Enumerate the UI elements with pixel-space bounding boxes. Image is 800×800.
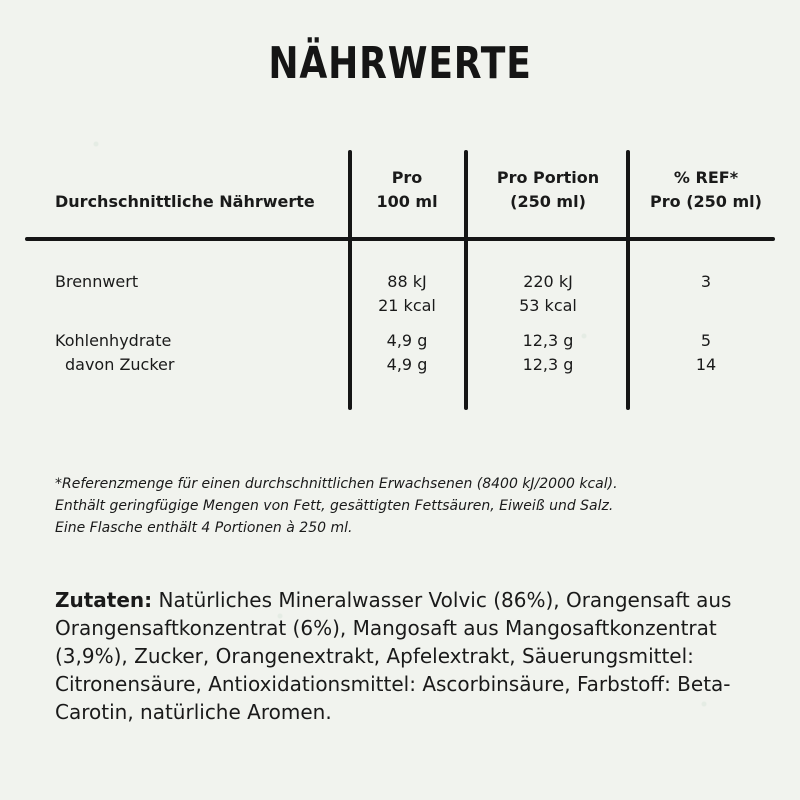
header-label: Durchschnittliche Nährwerte — [55, 192, 315, 211]
energy-kj-100ml: 88 kJ — [387, 272, 427, 291]
header-ref-percent: % REF* Pro (250 ml) — [650, 168, 762, 211]
energy-kcal-portion: 53 kcal — [519, 296, 577, 315]
row-label-carbs: Kohlenhydrate — [55, 331, 172, 350]
energy-kj-portion: 220 kJ — [523, 272, 573, 291]
footnote-reference: *Referenzmenge für einen durchschnittlichen Erwachsenen (8400 kJ/2000 kcal). — [55, 476, 618, 492]
row-label-sugar: davon Zucker — [65, 355, 175, 374]
energy-ref: 3 — [700, 272, 712, 291]
energy-kcal-100ml: 21 kcal — [378, 296, 436, 315]
ingredients-text: Natürliches Mineralwasser Volvic (86%), Orangensaft aus Orangensaftkonzentrat (6%), Mangosaft aus Mangosaftkonzentrat (3,9%), Zucker, Orangenextrakt, Apfelextrakt, Säuerungsmittel: Citronensäure, Antioxidationsmittel: Ascorbinsäure, Farbstoff: Beta-Carotin, natürliche Aromen. — [55, 588, 732, 724]
sugar-100ml: 4,9 g — [386, 355, 428, 374]
header-per-100ml: Pro 100 ml — [376, 168, 438, 211]
carbs-100ml: 4,9 g — [386, 331, 428, 350]
sugar-portion: 12,3 g — [522, 355, 574, 374]
ingredients-label: Zutaten: — [55, 588, 153, 612]
ingredients-block — [55, 586, 755, 726]
carbs-ref: 5 — [700, 331, 712, 350]
page-title: NÄHRWERTE — [268, 38, 532, 89]
footnote-portions: Eine Flasche enthält 4 Portionen à 250 ml. — [55, 520, 353, 536]
carbs-portion: 12,3 g — [522, 331, 574, 350]
row-label-energy: Brennwert — [55, 272, 139, 291]
sugar-ref: 14 — [695, 355, 717, 374]
header-divider — [25, 237, 775, 241]
footnote-trace: Enthält geringfügige Mengen von Fett, gesättigten Fettsäuren, Eiweiß und Salz. — [55, 498, 614, 514]
header-per-portion: Pro Portion (250 ml) — [496, 168, 600, 211]
